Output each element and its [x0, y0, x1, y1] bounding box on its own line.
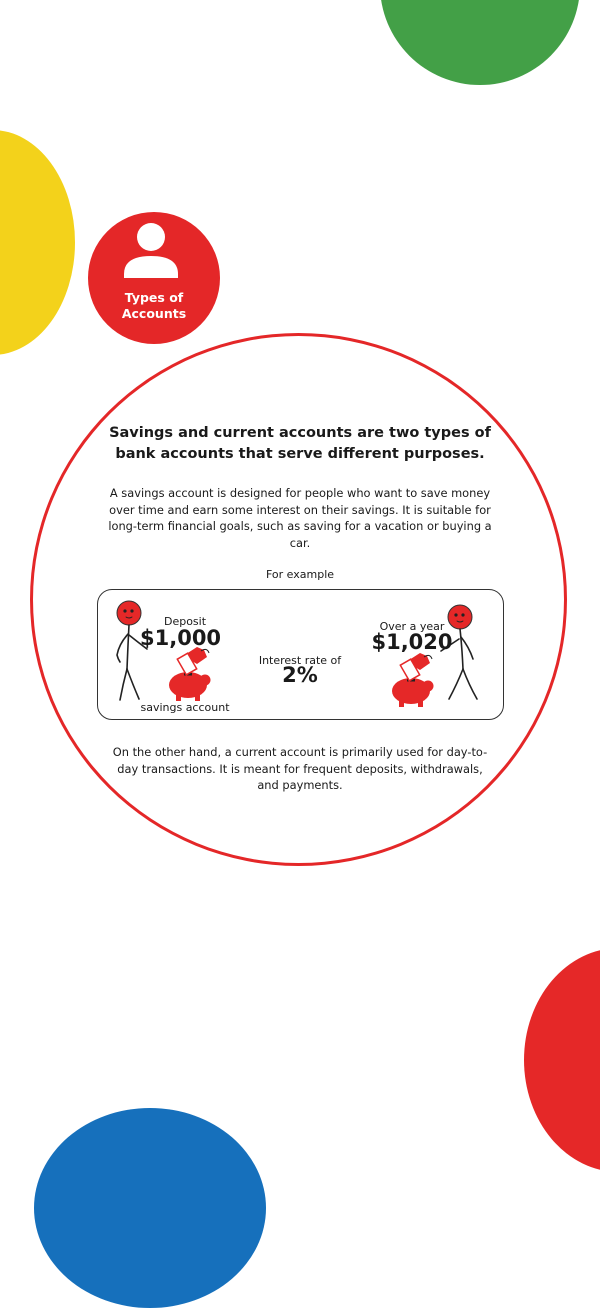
badge-title	[88, 290, 220, 322]
section-badge	[88, 212, 220, 344]
interest-rate-value: 2%	[282, 663, 318, 687]
piggy-bank-icon	[169, 672, 211, 701]
blue-decor-circle	[34, 1108, 266, 1308]
year-end-amount: $1,020	[371, 630, 453, 654]
over-a-year-label: Over a year	[379, 620, 445, 633]
hand-with-money-icon	[177, 647, 209, 675]
green-decor-circle	[380, 0, 580, 85]
badge-title-line2: Accounts	[121, 306, 187, 321]
badge-title-line1: Types of	[124, 290, 184, 305]
headline: Savings and current accounts are two types of bank accounts that serve different purposes.	[109, 425, 491, 462]
yellow-decor-circle	[0, 130, 75, 355]
red-decor-circle	[524, 948, 600, 1172]
interest-rate-label: Interest rate of	[258, 654, 342, 667]
user-icon	[88, 212, 220, 344]
piggy-bank-icon	[392, 678, 434, 707]
example-label: For example	[265, 568, 335, 581]
deposit-label: Deposit	[163, 615, 207, 628]
deposit-amount: $1,000	[140, 626, 222, 650]
savings-account-caption: savings account	[140, 701, 230, 714]
current-account-description: On the other hand, a current account is primarily used for day-to-day transactions. It is meant for frequent deposits, withdrawals, and payments.	[112, 745, 488, 792]
savings-account-description: A savings account is designed for people who want to save money over time and earn some interest on their savings. It is suitable for long-term financial goals, such as saving for a vacation or buying a car.	[108, 486, 492, 550]
hand-with-money-icon	[400, 653, 432, 681]
